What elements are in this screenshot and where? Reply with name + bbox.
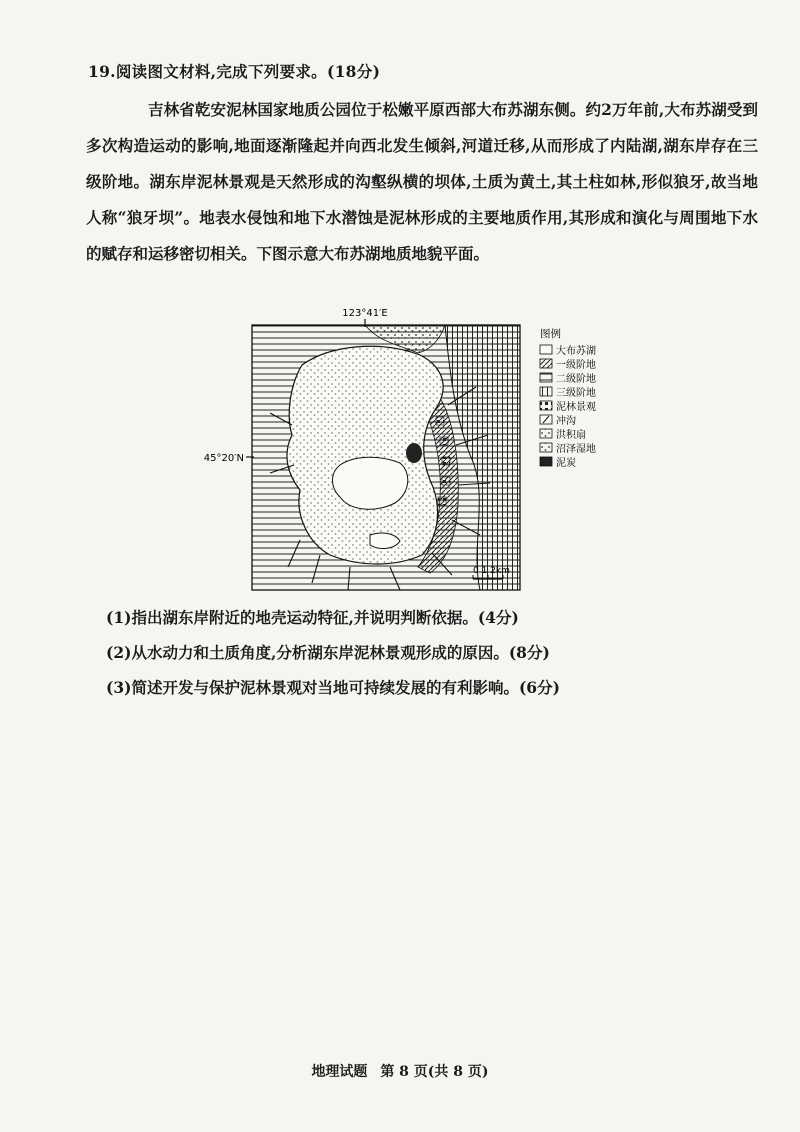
sub-question-1: (1)指出湖东岸附近的地壳运动特征,并说明判断依据。(4分) [106, 608, 519, 627]
geology-map [190, 305, 640, 595]
sub-question-2: (2)从水动力和土质角度,分析湖东岸泥林景观形成的原因。(8分) [106, 643, 550, 662]
footer-subject: 地理试题 [311, 1064, 368, 1080]
question-heading: 19.阅读图文材料,完成下列要求。(18分) [88, 62, 381, 81]
legend-swatch-swamp [540, 443, 552, 452]
legend-label-fan: 洪积扇 [556, 430, 586, 441]
peat-spot [406, 443, 422, 463]
latitude-label: 45°20′N [203, 453, 244, 464]
legend-label-terrace3: 三级阶地 [556, 388, 596, 399]
legend-swatch-terrace1 [540, 359, 552, 368]
legend-swatch-mudforest [540, 401, 552, 410]
legend-label-terrace2: 二级阶地 [556, 374, 596, 385]
material-paragraph: 吉林省乾安泥林国家地质公园位于松嫩平原西部大布苏湖东侧。约2万年前,大布苏湖受到多次构造运动的影响,地面逐渐隆起并向西北发生倾斜,河道迁移,从而形成了内陆湖,湖东岸存在三级阶地。湖东岸泥林景观是天然形成的沟壑纵横的坝体,土质为黄土,其土柱如林,形似狼牙,故当地人称“狼牙坝”。地表水侵蚀和地下水潜蚀是泥林形成的主要地质作用,其形成和演化与周围地下水的赋存和运移密切相关。下图示意大布苏湖地质地貌平面。 [86, 100, 758, 263]
legend-swatch-terrace2 [540, 373, 552, 382]
legend-label-swamp: 沼泽湿地 [556, 444, 596, 455]
legend-label-peat: 泥炭 [556, 458, 576, 469]
footer-page: 第 8 页(共 8 页) [380, 1064, 489, 1080]
legend-swatch-fan [540, 429, 552, 438]
legend-title: 图例 [540, 328, 561, 340]
legend-swatch-terrace3 [540, 387, 552, 396]
legend-label-gully: 冲沟 [556, 416, 576, 427]
legend-label-mudforest: 泥林景观 [556, 402, 596, 413]
scale-label: 0 1 2km [473, 566, 510, 576]
legend-label-terrace1: 一级阶地 [556, 360, 596, 371]
longitude-label: 123°41′E [342, 308, 388, 319]
page-footer [0, 1061, 800, 1081]
geology-map-figure [190, 305, 640, 595]
legend-swatch-peat [540, 457, 552, 466]
legend-swatch-lake [540, 345, 552, 354]
sub-question-3: (3)简述开发与保护泥林景观对当地可持续发展的有利影响。(6分) [106, 678, 560, 697]
legend-label-lake: 大布苏湖 [556, 346, 596, 357]
map-legend [540, 327, 596, 469]
